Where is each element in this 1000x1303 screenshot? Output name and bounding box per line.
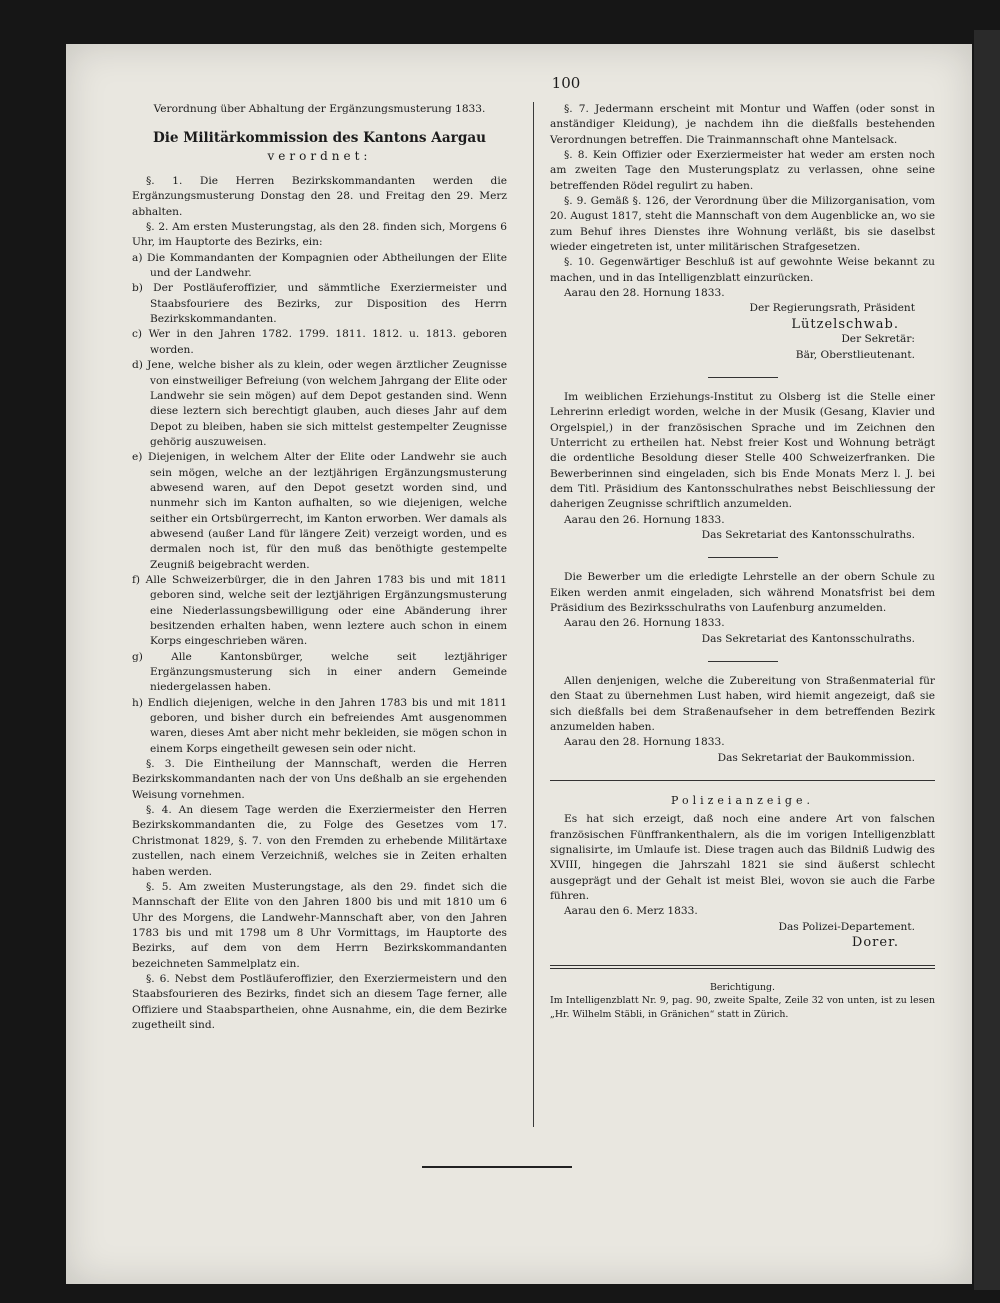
- paragraph-8: §. 8. Kein Offizier oder Exerziermeister hat weder am ersten noch am zweiten Tage den Musterungsplatz zu verlassen, ohne seine betreffenden Rödel regulirt zu haben.: [550, 149, 935, 192]
- section-divider: [708, 661, 778, 662]
- signature-title: Der Regierungsrath, Präsident: [749, 302, 915, 315]
- document-page: [66, 44, 972, 1284]
- signature-name: Lützelschwab.: [791, 316, 899, 332]
- section-divider: [550, 780, 935, 781]
- paragraph-10: §. 10. Gegenwärtiger Beschluß ist auf gewohnte Weise bekannt zu machen, und in das Intelligenzblatt einzurücken.: [550, 256, 935, 284]
- paragraph-2: §. 2. Am ersten Musterungstag, als den 28. finden sich, Morgens 6 Uhr, im Hauptorte des Bezirks, ein:: [132, 221, 507, 249]
- right-column: [550, 102, 935, 1021]
- section-divider: [708, 377, 778, 378]
- running-head: Verordnung über Abhaltung der Ergänzungsmusterung 1833.: [153, 103, 486, 115]
- paragraph-5: §. 5. Am zweiten Musterungstage, als den 29. findet sich die Mannschaft der Elite von den Jahren 1800 bis und mit 1810 um 6 Uhr des Morgens, die Landwehr-Mannschaft aber, von den Jahren 1783 bis und mit 1798 um 8 Uhr Vormittags, im Hauptorte des Bezirks, auf dem von dem Herrn Bezirkskommandanten bezeichneten Sammelplatz ein.: [132, 880, 507, 970]
- list-item-f: f) Alle Schweizerbürger, die in den Jahren 1783 bis und mit 1811 geboren sind, welche seit der leztjährigen Ergänzungsmusterung eine Niederlassungsbewilligung oder eine Abänderung ihrer besitzenden erhalten haben, wenn leztere auch schon in einem Korps eingeschrieben wären.: [132, 573, 507, 648]
- police-signature: Das Polizei-Departement.: [778, 920, 915, 933]
- section-divider: [550, 965, 935, 969]
- list-item-b: b) Der Postläuferoffizier, und sämmtliche Exerziermeister und Staabsfouriere des Bezirks, zur Disposition des Herrn Bezirkskommandanten.: [132, 282, 507, 326]
- police-heading: Polizeianzeige.: [671, 794, 814, 808]
- verordnet-heading: verordnet:: [267, 148, 372, 163]
- correction-heading: Berichtigung.: [709, 981, 776, 993]
- list-item-h: h) Endlich diejenigen, welche in den Jahren 1783 bis und mit 1811 geboren, und bisher durch ein befreiendes Amt ausgenommen waren, dieses Amt aber nicht mehr bekleiden, sie mögen schon in einem Korps eingetheilt gewesen sein oder nicht.: [132, 696, 507, 755]
- correction-text: Im Intelligenzblatt Nr. 9, pag. 90, zweite Spalte, Zeile 32 von unten, ist zu lesen „Hr. Wilhelm Stäbli, in Gränichen“ statt in Zürich.: [550, 995, 935, 1020]
- paragraph-4: §. 4. An diesem Tage werden die Exerziermeister den Herren Bezirkskommandanten die, zu Folge des Gesetzes vom 17. Christmonat 1829, §. 7. von den Fremden zu erhebende Militärtaxe zustellen, nach einem Verzeichniß, welches sie in Zeiten erhalten haben werden.: [132, 804, 507, 878]
- notice-olsberg: Im weiblichen Erziehungs-Institut zu Olsberg ist die Stelle einer Lehrerinn erledigt worden, welche in der Musik (Gesang, Klavier und Orgelspiel,) in der französischen Sprache und im Zeichnen den Unterricht zu ertheilen hat. Nebst freier Kost und Wohnung beträgt die ordentliche Besoldung dieser Stelle 400 Schweizerfranken. Die Bewerberinnen sind eingeladen, sich bis Ende Monats Merz l. J. bei dem Titl. Präsidium des Kantonsschulrathes nebst Beischliessung der daherigen Zeugnisse schriftlich anzumelden.: [550, 390, 935, 511]
- paragraph-1: §. 1. Die Herren Bezirkskommandanten werden die Ergänzungsmusterung Donstag den 28. und Freitag den 29. Merz abhalten.: [132, 175, 507, 218]
- left-column: [132, 102, 507, 1033]
- paragraph-9: §. 9. Gemäß §. 126, der Verordnung über die Milizorganisation, vom 20. August 1817, steht die Mannschaft von dem Augenblicke an, wo sie zum Behuf ihres Dienstes ihre Wohnung verläßt, bis sie daselbst wieder eingetreten ist, unter militärischen Strafgesetzen.: [550, 195, 935, 254]
- paragraph-6: §. 6. Nebst dem Postläuferoffizier, den Exerziermeistern und den Staabsfourieren des Bezirks, findet sich an diesem Tage ferner, alle Offiziere und Staabspartheien, ohne Ausnahme, ein, die dem Bezirke zugetheilt sind.: [132, 972, 507, 1031]
- notice-strassen-date: Aarau den 28. Hornung 1833.: [564, 736, 725, 749]
- notice-eiken-signature: Das Sekretariat des Kantonsschulraths.: [701, 632, 915, 645]
- end-rule: [422, 1166, 572, 1168]
- notice-olsberg-signature: Das Sekretariat des Kantonsschulraths.: [701, 528, 915, 541]
- page-number: 100: [551, 74, 581, 92]
- section-divider: [708, 557, 778, 558]
- police-date: Aarau den 6. Merz 1833.: [564, 905, 698, 918]
- secretary-name: Bär, Oberstlieutenant.: [795, 348, 915, 361]
- notice-eiken-date: Aarau den 26. Hornung 1833.: [564, 617, 725, 630]
- column-divider: [533, 102, 534, 1127]
- notice-strassen: Allen denjenigen, welche die Zubereitung von Straßenmaterial für den Staat zu übernehmen Lust haben, wird hiemit angezeigt, daß sie sich dießfalls bei dem Straßenaufseher in dem betreffenden Bezirk anzumelden haben.: [550, 675, 935, 734]
- paragraph-7: §. 7. Jedermann erscheint mit Montur und Waffen (oder sonst in anständiger Kleidung), je nachdem ihn die dießfalls bestehenden Verordnungen betreffen. Die Trainmannschaft ohne Mantelsack.: [550, 103, 935, 146]
- list-item-g: g) Alle Kantonsbürger, welche seit leztjähriger Ergänzungsmusterung sich in einer andern Gemeinde niedergelassen haben.: [132, 650, 507, 694]
- police-notice: Es hat sich erzeigt, daß noch eine andere Art von falschen französischen Fünffrankenthalern, als die im vorigen Intelligenzblatt signalisirte, im Umlaufe ist. Diese tragen auch das Bildniß Ludwig des XVIII, hingegen die Jahrszahl 1821 sie sind äußerst schlecht ausgeprägt und der Gehalt ist meist Blei, wovon sie auch die Farbe führen.: [550, 813, 935, 903]
- list-item-e: e) Diejenigen, in welchem Alter der Elite oder Landwehr sie auch sein mögen, welche an der leztjährigen Ergänzungsmusterung abwesend waren, auf den Depot gesetzt worden sind, und nunmehr sich im Kanton aufhalten, so wie diejenigen, welche seither ein Ortsbürgerrecht, im Kanton erworben. Wer damals als abwesend (außer Land für längere Zeit) verzeigt worden, und es dermalen noch ist, für den muß das benöthigte gestempelte Zeugniß beigebracht werden.: [132, 451, 507, 571]
- list-item-c: c) Wer in den Jahren 1782. 1799. 1811. 1812. u. 1813. geboren worden.: [132, 328, 507, 356]
- police-signer: Dorer.: [851, 935, 899, 951]
- list-item-a: a) Die Kommandanten der Kompagnien oder Abtheilungen der Elite und der Landwehr.: [132, 251, 507, 280]
- notice-olsberg-date: Aarau den 26. Hornung 1833.: [564, 513, 725, 526]
- paragraph-3: §. 3. Die Eintheilung der Mannschaft, werden die Herren Bezirkskommandanten nach der von Uns deßhalb an sie ergehenden Weisung vornehmen.: [132, 758, 507, 801]
- issuer-heading: Die Militärkommission des Kantons Aargau: [152, 130, 487, 147]
- notice-strassen-signature: Das Sekretariat der Baukommission.: [717, 751, 915, 764]
- scan-background-strip: [974, 30, 1000, 1290]
- secretary-title: Der Sekretär:: [841, 333, 915, 346]
- list-item-d: d) Jene, welche bisher als zu klein, oder wegen ärztlicher Zeugnisse von einstweiliger Befreiung (von welchem Jahrgang der Elite oder Landwehr sie sein mögen) auf dem Depot gestanden sind. Wenn diese leztern sich berechtigt glauben, auch dieses Jahr auf dem Depot zu bleiben, haben sie sich mittelst gestempelter Zeugnisse gehörig auszuweisen.: [132, 359, 507, 448]
- notice-eiken: Die Bewerber um die erledigte Lehrstelle an der obern Schule zu Eiken werden anmit eingeladen, sich während Monatsfrist bei dem Präsidium des Bezirksschulraths von Laufenburg anzumelden.: [550, 571, 935, 614]
- decree-date: Aarau den 28. Hornung 1833.: [564, 287, 725, 300]
